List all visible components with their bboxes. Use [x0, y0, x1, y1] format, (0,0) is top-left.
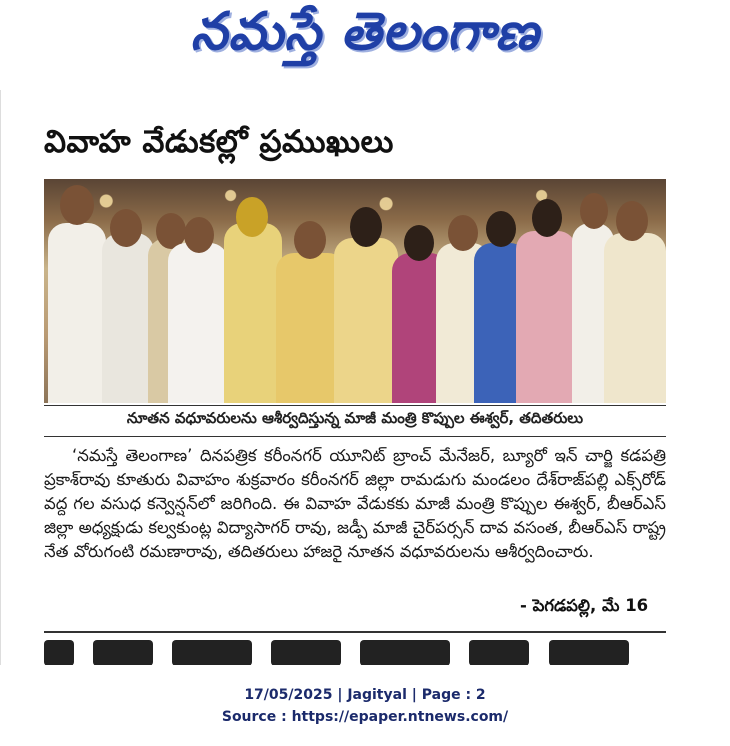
page-edge-rule — [0, 90, 1, 670]
newspaper-masthead: నమస్తే తెలంగాణ — [190, 2, 540, 62]
footer-date-edition: 17/05/2025 | Jagityal | Page : 2 — [244, 687, 486, 703]
page-footer — [0, 684, 730, 728]
person-head — [448, 215, 478, 251]
article-dateline: - పెగడపల్లి, మే 16 — [520, 596, 649, 615]
person-head — [350, 207, 382, 247]
person-head — [60, 185, 94, 225]
glyph-fragment — [44, 640, 74, 666]
person-head — [580, 193, 608, 229]
article-headline: వివాహ వేడుకల్లో ప్రముఖులు — [44, 124, 394, 160]
article-bottom-rule — [44, 631, 666, 633]
photo-caption: నూతన వధూవరులను ఆశీర్వదిస్తున్న మాజీ మంత్రి కొప్పుల ఈశ్వర్, తదితరులు — [126, 409, 584, 427]
person-head — [486, 211, 516, 247]
person-figure — [102, 233, 154, 403]
person-head — [184, 217, 214, 253]
person-figure — [334, 238, 398, 403]
person-head — [294, 221, 326, 259]
glyph-fragment — [360, 640, 450, 666]
article-body — [44, 444, 666, 564]
person-head — [616, 201, 648, 241]
glyph-fragment — [172, 640, 252, 666]
footer-source-link[interactable]: Source : https://epaper.ntnews.com/ — [221, 709, 509, 725]
article-paragraph: ‘నమస్తే తెలంగాణ’ దినపత్రిక కరీంనగర్ యూనిట్ బ్రాంచ్ మేనేజర్, బ్యూరో ఇన్ చార్జి కడపత్రి ప్రకాశ్‌రావు కూతురు వివాహం శుక్రవారం కరీంనగర్ జిల్లా రామడుగు మండలం దేశ్‌రాజ్‌పల్లి ఎక్స్‌రోడ్ వద్ద గల వసుధ కన్వెన్షన్‌లో జరిగింది. ఈ వివాహ వేడుకకు మాజీ మంత్రి కొప్పుల ఈశ్వర్, బీఆర్ఎస్ జిల్లా అధ్యక్షుడు కల్వకుంట్ల విద్యాసాగర్ రావు, జడ్పీ మాజీ చైర్‌పర్సన్ దావ వసంత, బీఆర్ఎస్ రాష్ట్ర నేత వోరుగంటి రమణారావు, తదితరులు హాజరై నూతన వధూవరులను ఆశీర్వదించారు. — [44, 446, 666, 561]
next-article-headline-fragment — [44, 640, 666, 668]
glyph-fragment — [549, 640, 629, 666]
person-head — [532, 199, 562, 237]
person-figure — [168, 243, 228, 403]
glyph-fragment — [469, 640, 529, 666]
person-head — [404, 225, 434, 261]
groom-figure — [224, 223, 282, 403]
person-figure — [516, 231, 576, 403]
glyph-fragment — [271, 640, 341, 666]
caption-rule-top — [44, 405, 666, 406]
article-photo — [44, 179, 666, 403]
person-figure — [48, 223, 106, 403]
person-figure — [604, 233, 666, 403]
person-head — [110, 209, 142, 247]
groom-turban — [236, 197, 268, 237]
caption-rule — [44, 436, 666, 437]
glyph-fragment — [93, 640, 153, 666]
